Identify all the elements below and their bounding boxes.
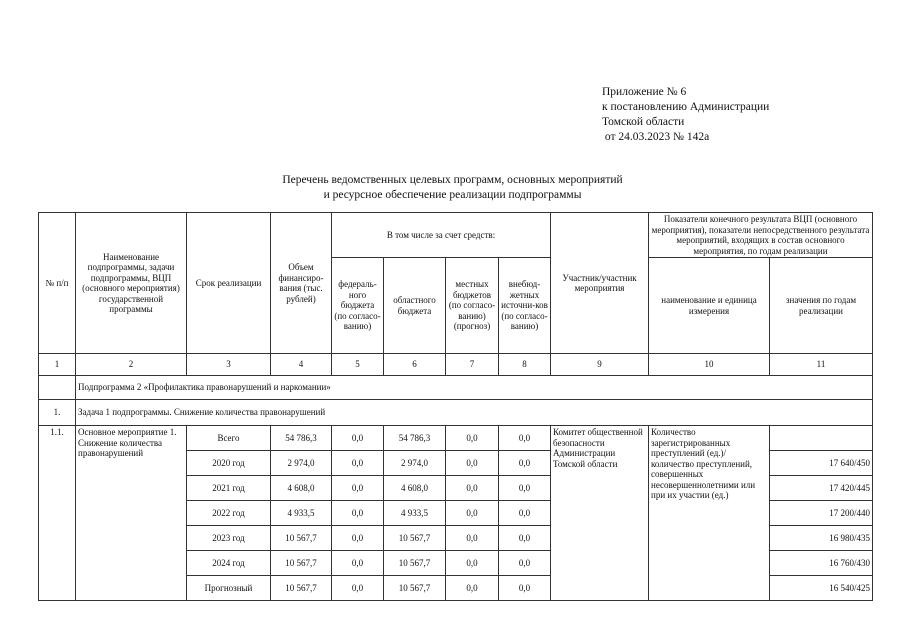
row-term: 2023 год bbox=[187, 526, 271, 551]
header-num: № п/п bbox=[39, 213, 76, 354]
row-value: 16 980/435 bbox=[770, 526, 873, 551]
col-number: 7 bbox=[446, 354, 499, 376]
row-regional: 10 567,7 bbox=[384, 551, 446, 576]
row-federal: 0,0 bbox=[332, 576, 384, 601]
col-number: 5 bbox=[332, 354, 384, 376]
row-local: 0,0 bbox=[446, 426, 499, 451]
header-local: местных бюджетов (по согласо-ванию) (прогноз) bbox=[446, 258, 499, 354]
row-regional: 10 567,7 bbox=[384, 526, 446, 551]
title-line: Перечень ведомственных целевых программ, основных мероприятий bbox=[282, 174, 623, 186]
task-row bbox=[39, 400, 873, 426]
row-term: Всего bbox=[187, 426, 271, 451]
header-extra: внебюд-жетных источни-ков (по согласо-ванию) bbox=[499, 258, 551, 354]
row-extra: 0,0 bbox=[499, 526, 551, 551]
appendix-line: Приложение № 6 bbox=[602, 86, 687, 98]
row-regional: 2 974,0 bbox=[384, 451, 446, 476]
title-line: и ресурсное обеспечение реализации подпрограммы bbox=[323, 189, 582, 201]
header-regional: областного бюджета bbox=[384, 258, 446, 354]
appendix-line: от 24.03.2023 № 142а bbox=[602, 131, 710, 143]
col-number: 1 bbox=[39, 354, 76, 376]
row-extra: 0,0 bbox=[499, 451, 551, 476]
row-volume: 54 786,3 bbox=[271, 426, 332, 451]
header-participant: Участник/участник мероприятия bbox=[551, 213, 649, 354]
header-federal: федераль-ного бюджета (по согласо-ванию) bbox=[332, 258, 384, 354]
header-ind-values: значения по годам реализации bbox=[770, 258, 873, 354]
row-extra: 0,0 bbox=[499, 476, 551, 501]
row-value: 17 420/445 bbox=[770, 476, 873, 501]
row-local: 0,0 bbox=[446, 576, 499, 601]
row-value: 17 200/440 bbox=[770, 501, 873, 526]
activity-name: Основное мероприятие 1. Снижение количества правонарушений bbox=[76, 426, 187, 601]
col-number: 4 bbox=[271, 354, 332, 376]
row-local: 0,0 bbox=[446, 501, 499, 526]
task-num: 1. bbox=[39, 400, 76, 426]
row-federal: 0,0 bbox=[332, 526, 384, 551]
row-term: 2022 год bbox=[187, 501, 271, 526]
row-value: 16 760/430 bbox=[770, 551, 873, 576]
col-number: 10 bbox=[649, 354, 770, 376]
row-extra: 0,0 bbox=[499, 576, 551, 601]
row-value bbox=[770, 426, 873, 451]
row-term: 2021 год bbox=[187, 476, 271, 501]
row-volume: 10 567,7 bbox=[271, 576, 332, 601]
row-federal: 0,0 bbox=[332, 451, 384, 476]
empty-cell bbox=[39, 376, 76, 400]
row-federal: 0,0 bbox=[332, 551, 384, 576]
row-extra: 0,0 bbox=[499, 501, 551, 526]
table-row bbox=[39, 426, 873, 451]
row-regional: 54 786,3 bbox=[384, 426, 446, 451]
header-term: Срок реализации bbox=[187, 213, 271, 354]
col-number: 9 bbox=[551, 354, 649, 376]
activity-participant: Комитет общественной безопасности Администрации Томской области bbox=[551, 426, 649, 601]
subprogram-title: Подпрограмма 2 «Профилактика правонарушений и наркомании» bbox=[76, 376, 873, 400]
col-number: 2 bbox=[76, 354, 187, 376]
row-volume: 4 933,5 bbox=[271, 501, 332, 526]
col-number: 11 bbox=[770, 354, 873, 376]
row-regional: 4 608,0 bbox=[384, 476, 446, 501]
header-sources: В том числе за счет средств: bbox=[332, 213, 551, 258]
col-number: 6 bbox=[384, 354, 446, 376]
column-numbers-row bbox=[39, 354, 873, 376]
row-volume: 4 608,0 bbox=[271, 476, 332, 501]
row-term: 2020 год bbox=[187, 451, 271, 476]
row-extra: 0,0 bbox=[499, 551, 551, 576]
row-federal: 0,0 bbox=[332, 426, 384, 451]
program-table bbox=[38, 212, 873, 601]
subprogram-row bbox=[39, 376, 873, 400]
header-name: Наименование подпрограммы, задачи подпрограммы, ВЦП (основного мероприятия) государственной программы bbox=[76, 213, 187, 354]
row-volume: 10 567,7 bbox=[271, 551, 332, 576]
activity-indicator: Количество зарегистрированных преступлений (ед.)/ количество преступлений, совершенных несовершеннолетними или при их участии (ед.) bbox=[649, 426, 770, 601]
appendix-line: к постановлению Администрации bbox=[602, 101, 770, 113]
row-federal: 0,0 bbox=[332, 501, 384, 526]
appendix-block bbox=[602, 85, 769, 145]
row-term: Прогнозный bbox=[187, 576, 271, 601]
document-title bbox=[0, 173, 905, 203]
row-local: 0,0 bbox=[446, 476, 499, 501]
col-number: 8 bbox=[499, 354, 551, 376]
task-title: Задача 1 подпрограммы. Снижение количества правонарушений bbox=[76, 400, 873, 426]
activity-num: 1.1. bbox=[39, 426, 76, 601]
row-volume: 10 567,7 bbox=[271, 526, 332, 551]
row-value: 16 540/425 bbox=[770, 576, 873, 601]
row-local: 0,0 bbox=[446, 526, 499, 551]
row-federal: 0,0 bbox=[332, 476, 384, 501]
row-local: 0,0 bbox=[446, 551, 499, 576]
row-regional: 10 567,7 bbox=[384, 576, 446, 601]
header-indicators: Показатели конечного результата ВЦП (основного мероприятия), показатели непосредственного результата мероприятий, входящих в состав основного мероприятия, по годам реализации bbox=[649, 213, 873, 258]
row-term: 2024 год bbox=[187, 551, 271, 576]
row-volume: 2 974,0 bbox=[271, 451, 332, 476]
row-regional: 4 933,5 bbox=[384, 501, 446, 526]
header-volume: Объем финансиро-вания (тыс. рублей) bbox=[271, 213, 332, 354]
row-local: 0,0 bbox=[446, 451, 499, 476]
row-value: 17 640/450 bbox=[770, 451, 873, 476]
col-number: 3 bbox=[187, 354, 271, 376]
header-ind-name: наименование и единица измерения bbox=[649, 258, 770, 354]
appendix-line: Томской области bbox=[602, 116, 685, 128]
row-extra: 0,0 bbox=[499, 426, 551, 451]
